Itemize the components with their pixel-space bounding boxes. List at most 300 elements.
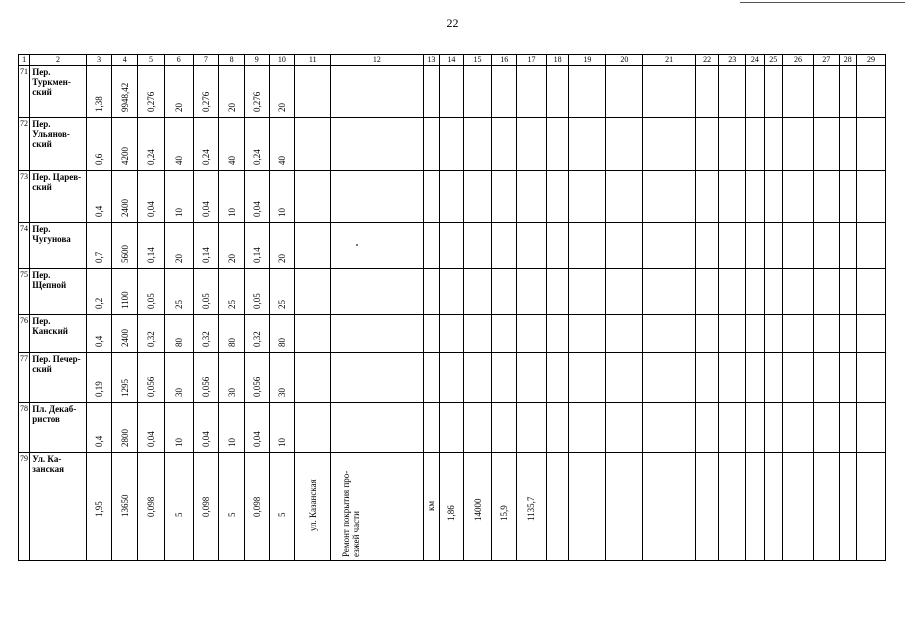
- cell-col-29: [856, 171, 885, 223]
- cell-col-22: [695, 118, 719, 171]
- cell-col-18: [546, 269, 569, 315]
- cell-col-9: [244, 353, 269, 403]
- cell-col-22: [695, 171, 719, 223]
- cell-value: 0,04: [251, 201, 262, 217]
- header-cell-23: 23: [719, 55, 746, 66]
- cell-value: 0,4: [94, 205, 105, 217]
- cell-col-14: [440, 118, 464, 171]
- cell-col-5: [138, 118, 165, 171]
- cell-col-17: [517, 118, 547, 171]
- header-cell-14: 14: [440, 55, 464, 66]
- cell-value: 0,04: [145, 201, 156, 217]
- cell-col-19: [569, 315, 606, 353]
- cell-value: 2400: [119, 329, 130, 347]
- cell-value: 0,276: [200, 91, 211, 112]
- cell-col-20: [606, 66, 643, 118]
- cell-col-12: [331, 453, 423, 561]
- street-name: Пер. Щепной: [30, 269, 86, 315]
- cell-value: 10: [226, 438, 237, 447]
- cell-col-24: [746, 118, 764, 171]
- header-cell-15: 15: [463, 55, 492, 66]
- cell-value: 20: [276, 103, 287, 112]
- cell-col-25: [764, 269, 782, 315]
- cell-col-25: [764, 171, 782, 223]
- cell-col-10: [269, 353, 295, 403]
- cell-value: 20: [226, 254, 237, 263]
- cell-col-3: [86, 453, 112, 561]
- cell-value: 0,056: [251, 376, 262, 397]
- cell-value: 25: [173, 300, 184, 309]
- cell-col-21: [643, 353, 695, 403]
- cell-col-24: [746, 66, 764, 118]
- cell-value: 0,7: [94, 251, 105, 263]
- cell-col-26: [783, 269, 814, 315]
- header-cell-1: 1: [19, 55, 30, 66]
- cell-col-26: [783, 118, 814, 171]
- cell-col-21: [643, 223, 695, 269]
- cell-value: 0,05: [145, 293, 156, 309]
- cell-col-23: [719, 403, 746, 453]
- cell-col-13: [423, 269, 439, 315]
- cell-col-23: [719, 453, 746, 561]
- cell-col-8: [219, 353, 245, 403]
- cell-col-26: [783, 223, 814, 269]
- cell-col-5: [138, 223, 165, 269]
- cell-col-4: [112, 315, 138, 353]
- cell-col-13: [423, 223, 439, 269]
- cell-value: 9948,42: [119, 82, 130, 112]
- cell-col-4: [112, 453, 138, 561]
- header-cell-19: 19: [569, 55, 606, 66]
- header-cell-5: 5: [138, 55, 165, 66]
- cell-col-4: [112, 171, 138, 223]
- cell-value: 10: [226, 208, 237, 217]
- cell-col-23: [719, 269, 746, 315]
- cell-col-5: [138, 269, 165, 315]
- row-number: 73: [19, 171, 30, 223]
- header-cell-4: 4: [112, 55, 138, 66]
- cell-value: км: [426, 500, 437, 511]
- cell-value: 10: [276, 208, 287, 217]
- cell-col-19: [569, 223, 606, 269]
- cell-col-7: [193, 171, 219, 223]
- cell-value: 0,14: [251, 247, 262, 263]
- cell-col-26: [783, 315, 814, 353]
- street-name: Пл. Декаб-ристов: [30, 403, 86, 453]
- cell-col-13: [423, 403, 439, 453]
- cell-col-4: [112, 118, 138, 171]
- cell-col-16: [492, 118, 517, 171]
- cell-col-24: [746, 403, 764, 453]
- cell-value: 0,32: [200, 331, 211, 347]
- cell-col-7: [193, 353, 219, 403]
- cell-col-12: [331, 223, 423, 269]
- cell-value: 1,95: [94, 501, 105, 517]
- street-name: Пер. Царев-ский: [30, 171, 86, 223]
- header-cell-27: 27: [813, 55, 839, 66]
- cell-col-29: [856, 403, 885, 453]
- cell-col-11: [295, 269, 331, 315]
- cell-value: 0,05: [200, 293, 211, 309]
- header-cell-2: 2: [30, 55, 86, 66]
- cell-value: ул. Казанская: [307, 479, 318, 531]
- cell-value: 0,19: [94, 381, 105, 397]
- cell-col-13: [423, 315, 439, 353]
- cell-col-28: [839, 66, 856, 118]
- cell-col-12: [331, 118, 423, 171]
- cell-value: 80: [173, 338, 184, 347]
- header-cell-6: 6: [164, 55, 193, 66]
- cell-col-12: [331, 171, 423, 223]
- cell-col-8: [219, 66, 245, 118]
- cell-value: 5600: [119, 245, 130, 263]
- cell-value: 40: [173, 156, 184, 165]
- cell-col-15: [463, 315, 492, 353]
- cell-col-20: [606, 403, 643, 453]
- cell-value: 20: [226, 103, 237, 112]
- cell-col-11: [295, 171, 331, 223]
- cell-col-6: [164, 315, 193, 353]
- cell-col-19: [569, 66, 606, 118]
- cell-value: 0,098: [251, 496, 262, 517]
- cell-col-18: [546, 118, 569, 171]
- row-number: 78: [19, 403, 30, 453]
- street-name: Пер. Ульянов-ский: [30, 118, 86, 171]
- header-cell-21: 21: [643, 55, 695, 66]
- cell-col-19: [569, 353, 606, 403]
- cell-col-8: [219, 223, 245, 269]
- cell-col-11: [295, 315, 331, 353]
- cell-col-15: [463, 453, 492, 561]
- cell-value: 0,6: [94, 153, 105, 165]
- cell-col-3: [86, 353, 112, 403]
- cell-value: 30: [226, 388, 237, 397]
- cell-col-3: [86, 269, 112, 315]
- cell-col-17: [517, 453, 547, 561]
- cell-col-15: [463, 171, 492, 223]
- cell-value: 10: [173, 438, 184, 447]
- cell-value: 20: [173, 254, 184, 263]
- cell-col-29: [856, 315, 885, 353]
- cell-col-27: [813, 269, 839, 315]
- cell-col-10: [269, 403, 295, 453]
- cell-value: 0,2: [94, 297, 105, 309]
- cell-col-15: [463, 269, 492, 315]
- cell-col-11: [295, 66, 331, 118]
- data-table: [18, 54, 886, 561]
- cell-col-16: [492, 353, 517, 403]
- cell-col-17: [517, 223, 547, 269]
- cell-value: 0,14: [200, 247, 211, 263]
- cell-col-8: [219, 315, 245, 353]
- cell-col-7: [193, 118, 219, 171]
- cell-col-26: [783, 171, 814, 223]
- cell-value: 5: [226, 512, 237, 517]
- cell-value: 20: [276, 254, 287, 263]
- cell-col-29: [856, 453, 885, 561]
- cell-col-11: [295, 403, 331, 453]
- cell-col-23: [719, 353, 746, 403]
- cell-col-22: [695, 315, 719, 353]
- cell-col-3: [86, 315, 112, 353]
- cell-col-21: [643, 171, 695, 223]
- cell-col-9: [244, 118, 269, 171]
- cell-col-4: [112, 223, 138, 269]
- cell-col-22: [695, 353, 719, 403]
- cell-col-18: [546, 223, 569, 269]
- cell-value: 5: [276, 512, 287, 517]
- cell-col-19: [569, 118, 606, 171]
- cell-value: 0,24: [200, 149, 211, 165]
- cell-col-25: [764, 223, 782, 269]
- row-number: 75: [19, 269, 30, 315]
- table-row: [19, 353, 886, 403]
- cell-value: 20: [173, 103, 184, 112]
- cell-col-29: [856, 269, 885, 315]
- cell-col-22: [695, 66, 719, 118]
- cell-col-17: [517, 403, 547, 453]
- cell-col-13: [423, 118, 439, 171]
- cell-col-23: [719, 66, 746, 118]
- cell-col-22: [695, 223, 719, 269]
- header-cell-3: 3: [86, 55, 112, 66]
- cell-col-9: [244, 315, 269, 353]
- cell-col-22: [695, 403, 719, 453]
- cell-col-24: [746, 171, 764, 223]
- cell-value: 0,04: [200, 431, 211, 447]
- header-cell-18: 18: [546, 55, 569, 66]
- cell-col-4: [112, 403, 138, 453]
- cell-col-13: [423, 353, 439, 403]
- cell-value: 0,24: [251, 149, 262, 165]
- cell-col-27: [813, 353, 839, 403]
- cell-col-24: [746, 315, 764, 353]
- cell-value: 0,276: [145, 91, 156, 112]
- cell-col-28: [839, 118, 856, 171]
- cell-col-20: [606, 171, 643, 223]
- cell-col-24: [746, 453, 764, 561]
- cell-value: 0,04: [200, 201, 211, 217]
- cell-col-10: [269, 118, 295, 171]
- cell-col-8: [219, 171, 245, 223]
- cell-col-22: [695, 453, 719, 561]
- cell-value: 0,098: [145, 496, 156, 517]
- row-number: 72: [19, 118, 30, 171]
- cell-col-25: [764, 353, 782, 403]
- cell-col-5: [138, 66, 165, 118]
- cell-col-6: [164, 66, 193, 118]
- page-number: 22: [446, 16, 459, 30]
- row-number: 77: [19, 353, 30, 403]
- cell-col-4: [112, 269, 138, 315]
- cell-col-14: [440, 223, 464, 269]
- header-cell-8: 8: [219, 55, 245, 66]
- cell-col-15: [463, 353, 492, 403]
- cell-col-9: [244, 269, 269, 315]
- cell-col-17: [517, 66, 547, 118]
- cell-col-10: [269, 269, 295, 315]
- table-row: [19, 315, 886, 353]
- cell-col-13: [423, 66, 439, 118]
- cell-col-8: [219, 118, 245, 171]
- cell-value: 0,4: [94, 435, 105, 447]
- header-cell-25: 25: [764, 55, 782, 66]
- cell-col-12: [331, 353, 423, 403]
- cell-col-27: [813, 315, 839, 353]
- cell-col-14: [440, 353, 464, 403]
- cell-col-28: [839, 353, 856, 403]
- cell-col-21: [643, 315, 695, 353]
- cell-col-18: [546, 403, 569, 453]
- cell-col-26: [783, 453, 814, 561]
- cell-value: 1295: [119, 379, 130, 397]
- cell-col-22: [695, 269, 719, 315]
- cell-value: 15,9: [499, 505, 510, 521]
- cell-col-21: [643, 403, 695, 453]
- cell-col-9: [244, 171, 269, 223]
- cell-col-18: [546, 315, 569, 353]
- cell-col-28: [839, 403, 856, 453]
- header-cell-13: 13: [423, 55, 439, 66]
- header-cell-29: 29: [856, 55, 885, 66]
- cell-col-8: [219, 453, 245, 561]
- cell-col-6: [164, 118, 193, 171]
- header-cell-7: 7: [193, 55, 219, 66]
- cell-col-6: [164, 171, 193, 223]
- cell-col-5: [138, 453, 165, 561]
- cell-col-6: [164, 269, 193, 315]
- cell-value: 14000: [472, 498, 483, 521]
- cell-col-20: [606, 453, 643, 561]
- cell-col-16: [492, 223, 517, 269]
- cell-col-25: [764, 118, 782, 171]
- cell-col-8: [219, 269, 245, 315]
- cell-col-19: [569, 453, 606, 561]
- cell-value: 0,098: [200, 496, 211, 517]
- table-row: [19, 223, 886, 269]
- cell-col-16: [492, 66, 517, 118]
- cell-col-24: [746, 269, 764, 315]
- cell-col-21: [643, 118, 695, 171]
- cell-value: 0,276: [251, 91, 262, 112]
- cell-col-20: [606, 223, 643, 269]
- cell-value: 1100: [119, 291, 130, 309]
- table-row: [19, 118, 886, 171]
- cell-col-10: [269, 453, 295, 561]
- cell-col-16: [492, 315, 517, 353]
- cell-col-20: [606, 353, 643, 403]
- cell-col-15: [463, 223, 492, 269]
- cell-col-25: [764, 453, 782, 561]
- cell-col-16: [492, 403, 517, 453]
- cell-col-14: [440, 66, 464, 118]
- header-cell-26: 26: [783, 55, 814, 66]
- cell-col-9: [244, 223, 269, 269]
- cell-col-19: [569, 403, 606, 453]
- cell-col-8: [219, 403, 245, 453]
- header-cell-11: 11: [295, 55, 331, 66]
- cell-col-7: [193, 315, 219, 353]
- cell-col-11: [295, 118, 331, 171]
- table-row: [19, 66, 886, 118]
- cell-col-23: [719, 171, 746, 223]
- cell-value: 0,05: [251, 293, 262, 309]
- table-row: [19, 269, 886, 315]
- cell-value: 0,04: [251, 431, 262, 447]
- cell-col-25: [764, 66, 782, 118]
- cell-value: 25: [276, 300, 287, 309]
- cell-col-11: [295, 453, 331, 561]
- cell-value: 5: [173, 512, 184, 517]
- top-rule: [740, 2, 905, 3]
- cell-col-27: [813, 403, 839, 453]
- cell-col-14: [440, 315, 464, 353]
- cell-value: 0,32: [145, 331, 156, 347]
- cell-value: 80: [226, 338, 237, 347]
- cell-col-6: [164, 353, 193, 403]
- cell-col-17: [517, 353, 547, 403]
- cell-col-4: [112, 353, 138, 403]
- street-name: Пер. Печер-ский: [30, 353, 86, 403]
- cell-value: 2800: [119, 429, 130, 447]
- cell-value: 0,04: [145, 431, 156, 447]
- street-name: Ул. Ка-занская: [30, 453, 86, 561]
- cell-col-16: [492, 171, 517, 223]
- cell-col-6: [164, 223, 193, 269]
- cell-col-10: [269, 315, 295, 353]
- cell-col-18: [546, 353, 569, 403]
- cell-col-20: [606, 118, 643, 171]
- cell-col-13: [423, 453, 439, 561]
- cell-value: 1,86: [446, 505, 457, 521]
- cell-value: 10: [173, 208, 184, 217]
- cell-value: 0,056: [200, 376, 211, 397]
- cell-col-23: [719, 315, 746, 353]
- cell-col-3: [86, 223, 112, 269]
- cell-col-26: [783, 353, 814, 403]
- cell-col-12: [331, 66, 423, 118]
- cell-col-7: [193, 453, 219, 561]
- cell-value: 2400: [119, 199, 130, 217]
- cell-col-11: [295, 353, 331, 403]
- cell-col-14: [440, 269, 464, 315]
- cell-col-10: [269, 171, 295, 223]
- cell-col-23: [719, 223, 746, 269]
- cell-col-7: [193, 66, 219, 118]
- cell-col-18: [546, 171, 569, 223]
- cell-col-25: [764, 403, 782, 453]
- header-cell-22: 22: [695, 55, 719, 66]
- cell-col-6: [164, 453, 193, 561]
- cell-col-16: [492, 453, 517, 561]
- cell-col-28: [839, 269, 856, 315]
- header-cell-16: 16: [492, 55, 517, 66]
- cell-col-25: [764, 315, 782, 353]
- cell-col-7: [193, 223, 219, 269]
- cell-value: 0,24: [145, 149, 156, 165]
- cell-value: 4200: [119, 147, 130, 165]
- street-name: Пер. Чугунова: [30, 223, 86, 269]
- cell-col-17: [517, 171, 547, 223]
- cell-col-28: [839, 315, 856, 353]
- cell-col-19: [569, 269, 606, 315]
- cell-col-29: [856, 353, 885, 403]
- cell-col-12: [331, 269, 423, 315]
- cell-col-27: [813, 223, 839, 269]
- cell-col-20: [606, 269, 643, 315]
- cell-col-29: [856, 66, 885, 118]
- table-row: [19, 171, 886, 223]
